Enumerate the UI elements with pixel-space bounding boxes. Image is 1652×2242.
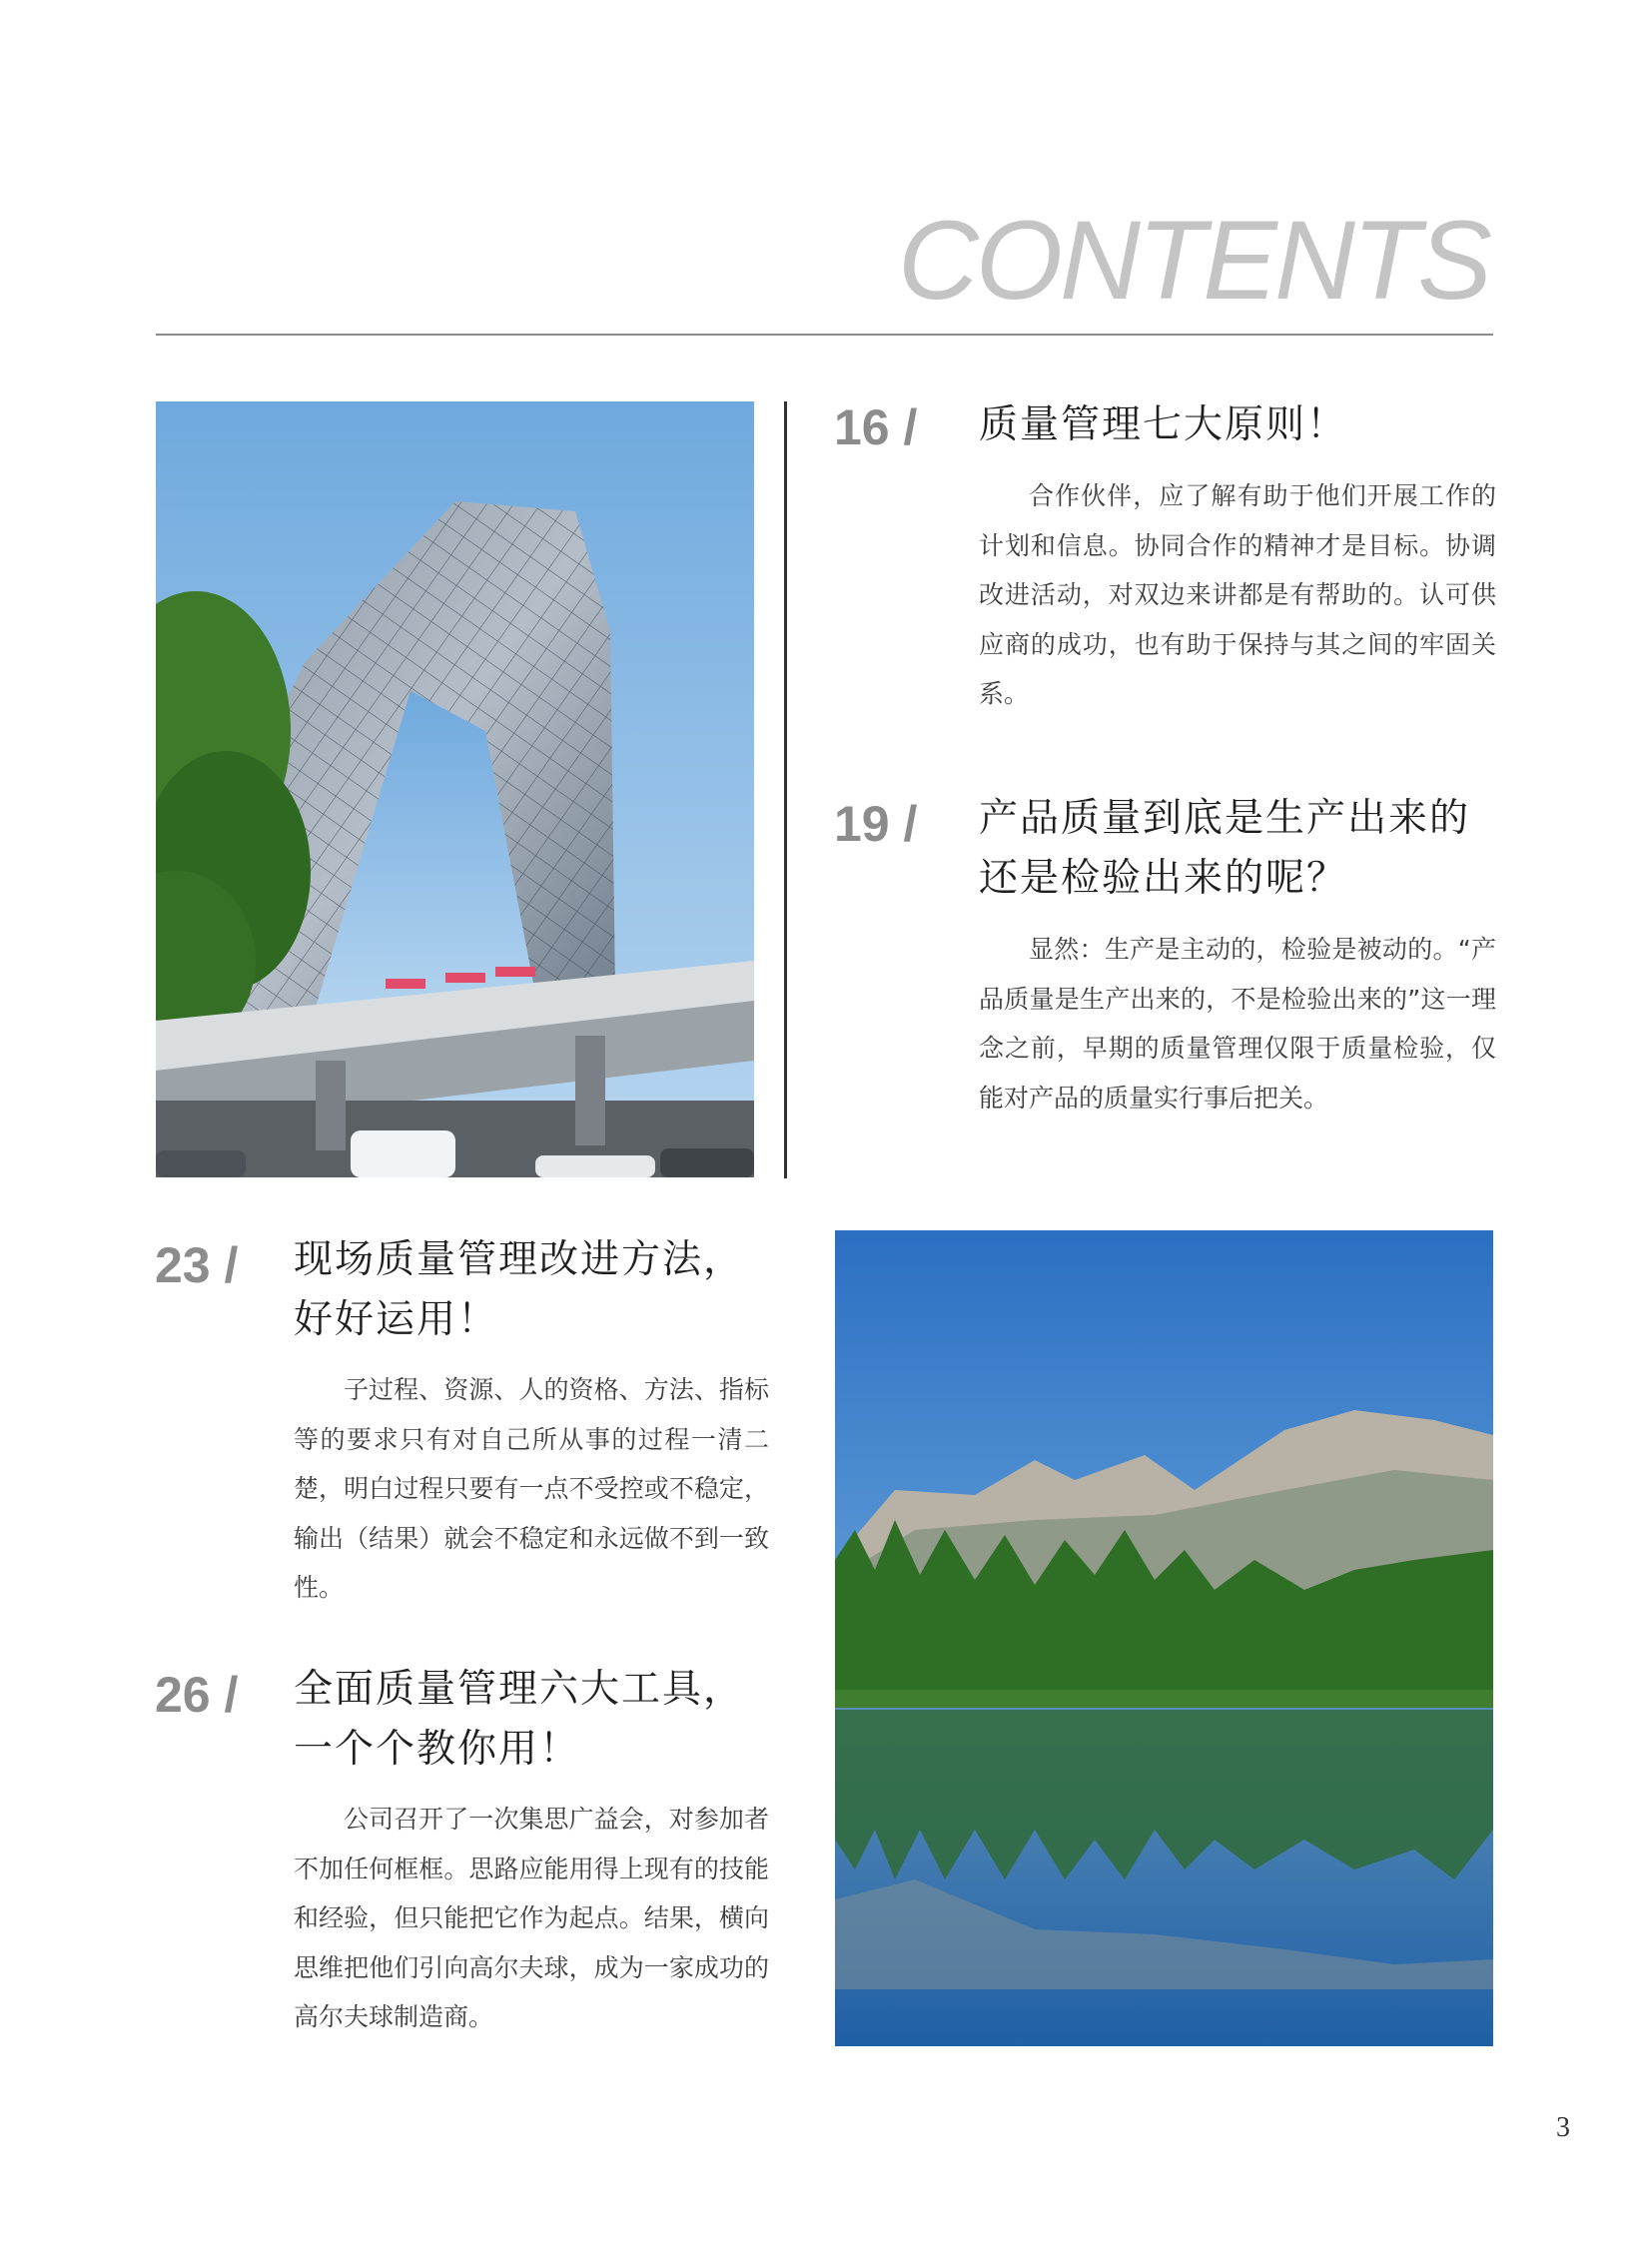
entry-body: 显然：生产是主动的，检验是被动的。“产品质量是生产出来的，不是检验出来的”这一理念之前，早期的质量管理仅限于质量检验，仅能对产品的质量实行事后把关。 <box>979 935 1496 1113</box>
entry-number: 16 / <box>834 399 918 455</box>
entry-number: 26 / <box>155 1667 239 1723</box>
title-divider <box>156 334 1493 336</box>
entry-body: 公司召开了一次集思广益会，对参加者不加任何框框。思路应能用得上现有的技能和经验，但只能把它作为起点。结果，横向思维把他们引向高尔夫球，成为一家成功的高尔夫球制造商。 <box>294 1805 769 2031</box>
entry-heading: 产品质量到底是生产出来的还是检验出来的呢？ <box>979 796 1471 901</box>
entry-number: 19 / <box>834 796 918 852</box>
entry-number: 23 / <box>155 1237 239 1293</box>
cctv-building-photo <box>156 401 754 1177</box>
mountain-lake-photo <box>835 1230 1493 2046</box>
page-number: 3 <box>1556 2112 1570 2143</box>
contents-title: CONTENTS <box>898 198 1489 323</box>
entry-heading: 质量管理七大原则！ <box>979 402 1348 447</box>
column-divider <box>784 401 787 1178</box>
entry-body: 子过程、资源、人的资格、方法、指标等的要求只有对自己所从事的过程一清二楚，明白过程只要有一点不受控或不稳定，输出（结果）就会不稳定和永远做不到一致性。 <box>294 1375 769 1602</box>
entry-heading: 全面质量管理六大工具，一个个教你用！ <box>294 1667 745 1772</box>
entry-body: 合作伙伴，应了解有助于他们开展工作的计划和信息。协同合作的精神才是目标。协调改进活动，对双边来讲都是有帮助的。认可供应商的成功，也有助于保持与其之间的牢固关系。 <box>979 481 1496 708</box>
entry-heading: 现场质量管理改进方法，好好运用！ <box>294 1237 745 1342</box>
